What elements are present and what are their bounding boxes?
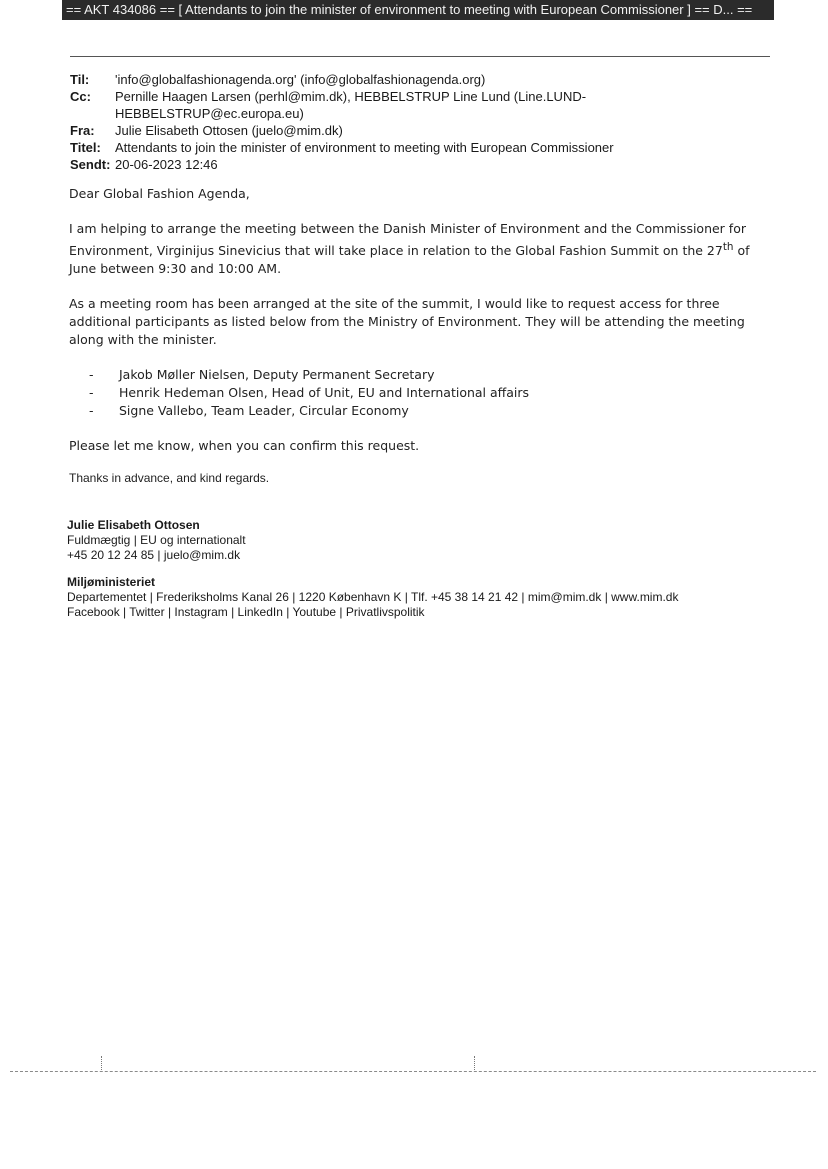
date-suffix: th [722,241,734,253]
email-header [70,71,715,173]
email-body [69,185,759,487]
cc-label: Cc: [70,89,91,104]
sent-row [70,156,715,173]
document-banner: == AKT 434086 == [ Attendants to join the minister of environment to meeting with European Commissioner ] == D... == [62,0,774,20]
from-row [70,122,715,139]
signature-block [67,518,678,620]
paragraph-meeting-end: of June between 9:30 and 10:00 AM. [69,243,750,277]
signature-contact: +45 20 12 24 85 | juelo@mim.dk [67,548,241,562]
subject-label: Titel: [70,140,101,155]
subject-row [70,139,715,156]
sent-value: 20-06-2023 12:46 [115,157,218,172]
subject-value: Attendants to join the minister of environment to meeting with European Commissioner [115,140,614,155]
signature-name: Julie Elisabeth Ottosen [67,518,200,532]
closing-thanks: Thanks in advance, and kind regards. [69,471,270,486]
to-row [70,71,715,88]
sent-label: Sendt: [70,157,111,172]
attendee-list [69,366,759,420]
attendee-text: Jakob Møller Nielsen, Deputy Permanent Secretary [119,367,435,383]
signature-org: Miljøministeriet [67,575,156,589]
footer-divider [10,1071,816,1072]
to-value: 'info@globalfashionagenda.org' (info@globalfashionagenda.org) [115,72,486,87]
bullet-dash: - [89,403,94,419]
list-item [89,384,759,402]
signature-title: Fuldmægtig | EU og internationalt [67,533,246,547]
paragraph-request: As a meeting room has been arranged at the site of the summit, I would like to request access for three additional participants as listed below from the Ministry of Environment. They will be attending the meeting along with the minister. [69,296,745,348]
paragraph-meeting [69,220,759,278]
bullet-dash: - [89,367,94,383]
list-item [89,402,759,420]
paragraph-meeting-start: I am helping to arrange the meeting between the Danish Minister of Environment and the Commissioner for Environment, Virginijus Sinevicius that will take place in relation to the Global Fashion Summit on the 27 [69,221,746,259]
from-value: Julie Elisabeth Ottosen (juelo@mim.dk) [115,123,343,138]
header-divider [70,56,770,57]
attendee-text: Henrik Hedeman Olsen, Head of Unit, EU and International affairs [119,385,530,401]
list-item [89,366,759,384]
footer-tick [474,1056,475,1072]
cc-row [70,88,715,122]
attendee-text: Signe Vallebo, Team Leader, Circular Economy [119,403,409,419]
from-label: Fra: [70,123,95,138]
confirm-request: Please let me know, when you can confirm this request. [69,438,420,454]
to-label: Til: [70,72,90,87]
signature-address: Departementet | Frederiksholms Kanal 26 | 1220 København K | Tlf. +45 38 14 21 42 | mim@mim.dk | www.mim.dk [67,590,679,604]
bullet-dash: - [89,385,94,401]
footer-tick [101,1056,102,1072]
greeting: Dear Global Fashion Agenda, [69,186,250,201]
signature-links: Facebook | Twitter | Instagram | LinkedIn | Youtube | Privatlivspolitik [67,605,425,619]
cc-value: Pernille Haagen Larsen (perhl@mim.dk), HEBBELSTRUP Line Lund (Line.LUND-HEBBELSTRUP@ec.europa.eu) [115,89,587,121]
